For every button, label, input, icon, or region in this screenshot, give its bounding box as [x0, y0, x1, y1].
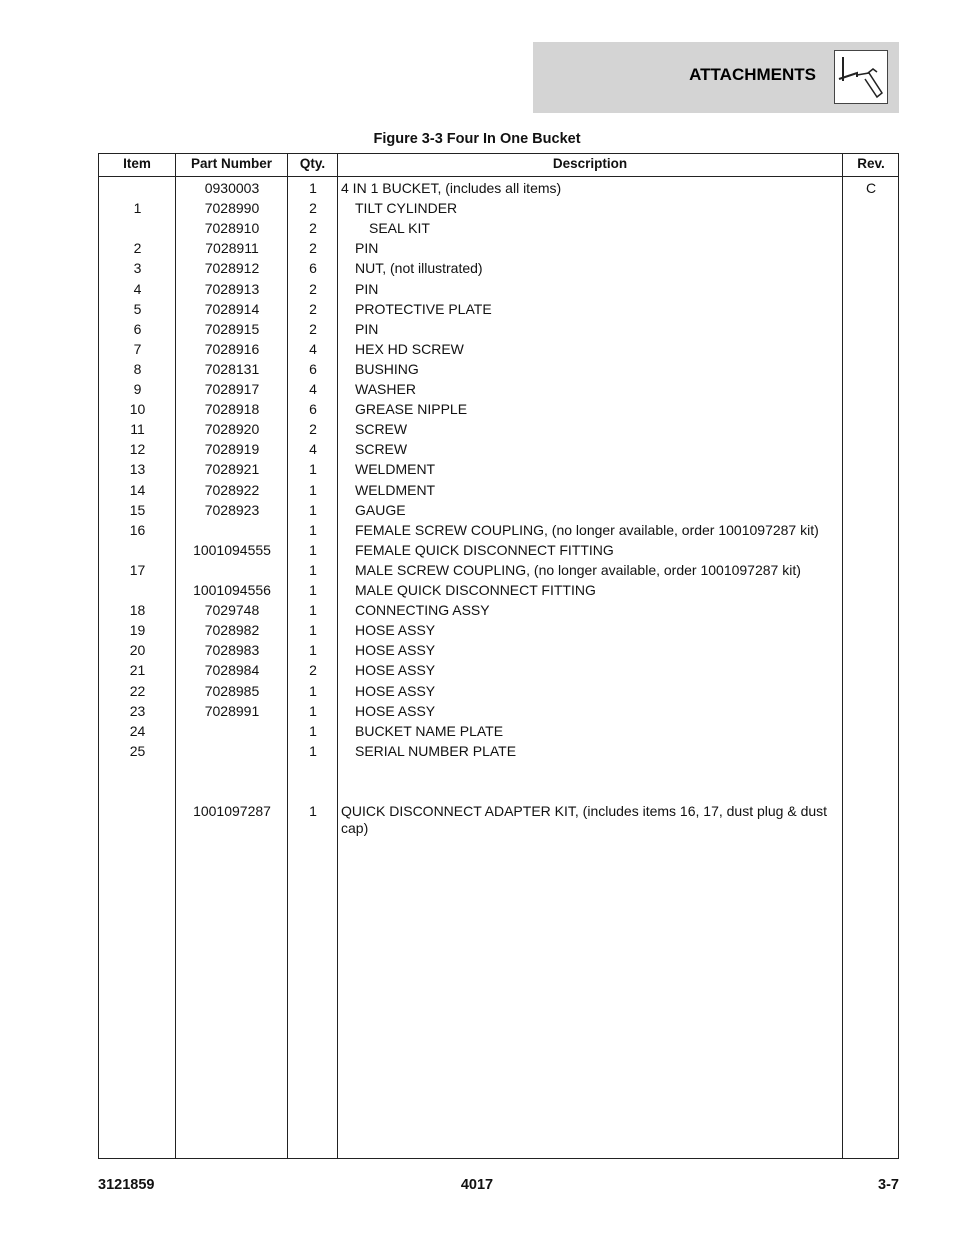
qty-cell: 1 [309, 180, 317, 196]
description-cell: NUT, (not illustrated) [355, 260, 483, 277]
description-cell: SCREW [355, 441, 408, 458]
item-cell: 16 [129, 521, 146, 538]
table-row [99, 238, 898, 258]
part-number-cell: 7028916 [204, 340, 260, 357]
description-cell: TILT CYLINDER [355, 200, 458, 217]
item-cell: 14 [129, 481, 146, 498]
description-cell: WASHER [355, 381, 416, 397]
description-cell: WELDMENT [355, 461, 436, 478]
qty-cell: 4 [309, 381, 317, 397]
part-number-cell: 7028921 [204, 461, 260, 478]
item-cell: 17 [129, 561, 146, 578]
rev-cell: C [865, 180, 877, 196]
table-row [99, 198, 898, 218]
item-cell: 18 [129, 602, 146, 619]
section-header [533, 42, 899, 113]
description-cell: SERIAL NUMBER PLATE [355, 742, 517, 759]
part-number-cell: 0930003 [204, 180, 260, 196]
qty-cell: 1 [309, 622, 317, 639]
table-row [99, 299, 898, 319]
item-cell: 15 [129, 501, 146, 518]
description-cell: QUICK DISCONNECT ADAPTER KIT, (includes items 16, 17, dust plug & dust cap) [341, 803, 828, 837]
qty-cell: 2 [309, 662, 317, 679]
attachment-tool-icon [834, 50, 888, 104]
table-row [99, 178, 898, 198]
part-number-cell: 7028991 [204, 702, 260, 719]
qty-cell: 2 [309, 300, 317, 317]
table-row [99, 319, 898, 339]
item-cell: 3 [133, 260, 142, 277]
item-cell: 1 [133, 200, 142, 217]
description-cell: 4 IN 1 BUCKET, (includes all items) [341, 180, 562, 196]
part-number-cell: 7028918 [204, 401, 260, 418]
part-number-cell: 7028910 [204, 220, 260, 237]
part-number-cell: 7028920 [204, 421, 260, 438]
table-row [99, 540, 898, 560]
table-row [99, 258, 898, 278]
table-row [99, 781, 898, 801]
qty-cell: 2 [309, 280, 317, 297]
item-cell: 20 [129, 642, 146, 659]
model-number: 4017 [460, 1177, 494, 1193]
qty-cell: 2 [309, 320, 317, 337]
qty-cell: 4 [309, 441, 317, 458]
qty-cell: 1 [309, 682, 317, 699]
description-cell: BUSHING [355, 360, 419, 377]
part-number-cell: 7028982 [204, 622, 260, 639]
qty-cell: 1 [309, 702, 317, 719]
part-number-cell: 7028990 [204, 200, 260, 217]
description-cell: PIN [355, 240, 379, 257]
qty-cell: 2 [309, 220, 317, 237]
description-cell: CONNECTING ASSY [355, 602, 490, 619]
description-cell: HOSE ASSY [355, 662, 436, 679]
item-cell: 21 [129, 662, 146, 679]
table-row [99, 359, 898, 379]
item-cell: 5 [133, 300, 142, 317]
table-row [99, 560, 898, 580]
qty-cell: 1 [309, 803, 317, 820]
item-cell: 23 [129, 702, 146, 719]
page-number: 3-7 [878, 1177, 899, 1193]
qty-cell: 1 [309, 742, 317, 759]
column-header-qty: Qty. [299, 156, 326, 171]
qty-cell: 1 [309, 461, 317, 478]
qty-cell: 1 [309, 582, 317, 598]
parts-table [98, 153, 899, 1159]
item-cell: 8 [133, 360, 142, 377]
description-cell: PROTECTIVE PLATE [355, 300, 492, 317]
part-number-cell: 1001097287 [193, 803, 271, 820]
description-cell: GREASE NIPPLE [355, 401, 468, 418]
item-cell: 2 [133, 240, 142, 257]
part-number-cell: 7028131 [204, 360, 260, 377]
item-cell: 19 [129, 622, 146, 639]
table-row [99, 520, 898, 540]
description-cell: GAUGE [355, 501, 406, 518]
description-cell: SCREW [355, 421, 408, 438]
qty-cell: 1 [309, 481, 317, 498]
qty-cell: 2 [309, 421, 317, 438]
table-row [99, 279, 898, 299]
table-row [99, 339, 898, 359]
description-cell: PIN [355, 280, 379, 297]
part-number-cell: 7028913 [204, 280, 260, 297]
item-cell: 10 [129, 401, 146, 418]
column-header-part-number: Part Number [190, 156, 273, 171]
qty-cell: 1 [309, 561, 317, 578]
qty-cell: 4 [309, 340, 317, 357]
part-number-cell: 7028915 [204, 320, 260, 337]
qty-cell: 2 [309, 240, 317, 257]
part-number-cell: 7028922 [204, 481, 260, 498]
qty-cell: 1 [309, 541, 317, 558]
part-number-cell: 7028919 [204, 441, 260, 458]
column-header-rev: Rev. [857, 156, 885, 171]
item-cell: 7 [133, 340, 142, 357]
table-row [99, 741, 898, 761]
item-cell: 12 [129, 441, 146, 458]
figure-title: Figure 3-3 Four In One Bucket [373, 131, 581, 147]
description-cell: HOSE ASSY [355, 642, 436, 659]
table-row [99, 761, 898, 781]
part-number-cell: 1001094556 [193, 582, 271, 598]
table-row [99, 500, 898, 520]
description-cell: WELDMENT [355, 481, 436, 498]
part-number-cell: 7028914 [204, 300, 260, 317]
document-number: 3121859 [98, 1177, 155, 1193]
part-number-cell: 7028923 [204, 501, 260, 518]
item-cell: 6 [133, 320, 142, 337]
part-number-cell: 7028984 [204, 662, 260, 679]
table-row [99, 459, 898, 479]
description-cell: SEAL KIT [369, 220, 430, 237]
description-cell: MALE SCREW COUPLING, (no longer available, order 1001097287 kit) [355, 561, 801, 578]
description-cell: HEX HD SCREW [355, 340, 464, 357]
section-title: ATTACHMENTS [689, 65, 816, 84]
item-cell: 22 [129, 682, 146, 699]
table-row [99, 439, 898, 459]
qty-cell: 6 [309, 360, 317, 377]
item-cell: 4 [133, 280, 142, 297]
column-header-description: Description [552, 156, 628, 171]
part-number-cell: 7029748 [204, 602, 260, 619]
table-row [99, 660, 898, 680]
qty-cell: 1 [309, 521, 317, 538]
part-number-cell: 7028912 [204, 260, 260, 277]
table-row [99, 218, 898, 238]
item-cell: 11 [130, 421, 145, 438]
table-row [99, 399, 898, 419]
part-number-cell: 1001094555 [193, 541, 271, 558]
table-row [99, 681, 898, 701]
table-row [99, 600, 898, 620]
item-cell: 9 [133, 381, 142, 397]
description-cell: MALE QUICK DISCONNECT FITTING [355, 582, 596, 598]
table-row [99, 721, 898, 741]
part-number-cell: 7028911 [205, 240, 259, 257]
table-row [99, 640, 898, 660]
description-cell: HOSE ASSY [355, 702, 436, 719]
table-row [99, 480, 898, 500]
table-row [99, 419, 898, 439]
qty-cell: 1 [309, 501, 317, 518]
description-cell: BUCKET NAME PLATE [355, 722, 504, 739]
qty-cell: 6 [309, 401, 317, 418]
table-row [99, 701, 898, 721]
part-number-cell: 7028917 [204, 381, 260, 397]
item-cell: 13 [129, 461, 146, 478]
item-cell: 25 [129, 742, 146, 759]
part-number-cell: 7028983 [204, 642, 260, 659]
description-cell: HOSE ASSY [355, 682, 436, 699]
qty-cell: 1 [309, 642, 317, 659]
qty-cell: 1 [309, 602, 317, 619]
table-row [99, 620, 898, 640]
description-cell: FEMALE QUICK DISCONNECT FITTING [355, 541, 614, 558]
table-row [99, 580, 898, 600]
table-row [99, 801, 898, 837]
qty-cell: 1 [309, 722, 317, 739]
qty-cell: 2 [309, 200, 317, 217]
description-cell: PIN [355, 320, 379, 337]
part-number-cell: 7028985 [204, 682, 260, 699]
qty-cell: 6 [309, 260, 317, 277]
description-cell: HOSE ASSY [355, 622, 436, 639]
item-cell: 24 [129, 722, 146, 739]
table-row [99, 379, 898, 399]
column-header-item: Item [123, 156, 151, 171]
description-cell: FEMALE SCREW COUPLING, (no longer available, order 1001097287 kit) [355, 521, 819, 538]
